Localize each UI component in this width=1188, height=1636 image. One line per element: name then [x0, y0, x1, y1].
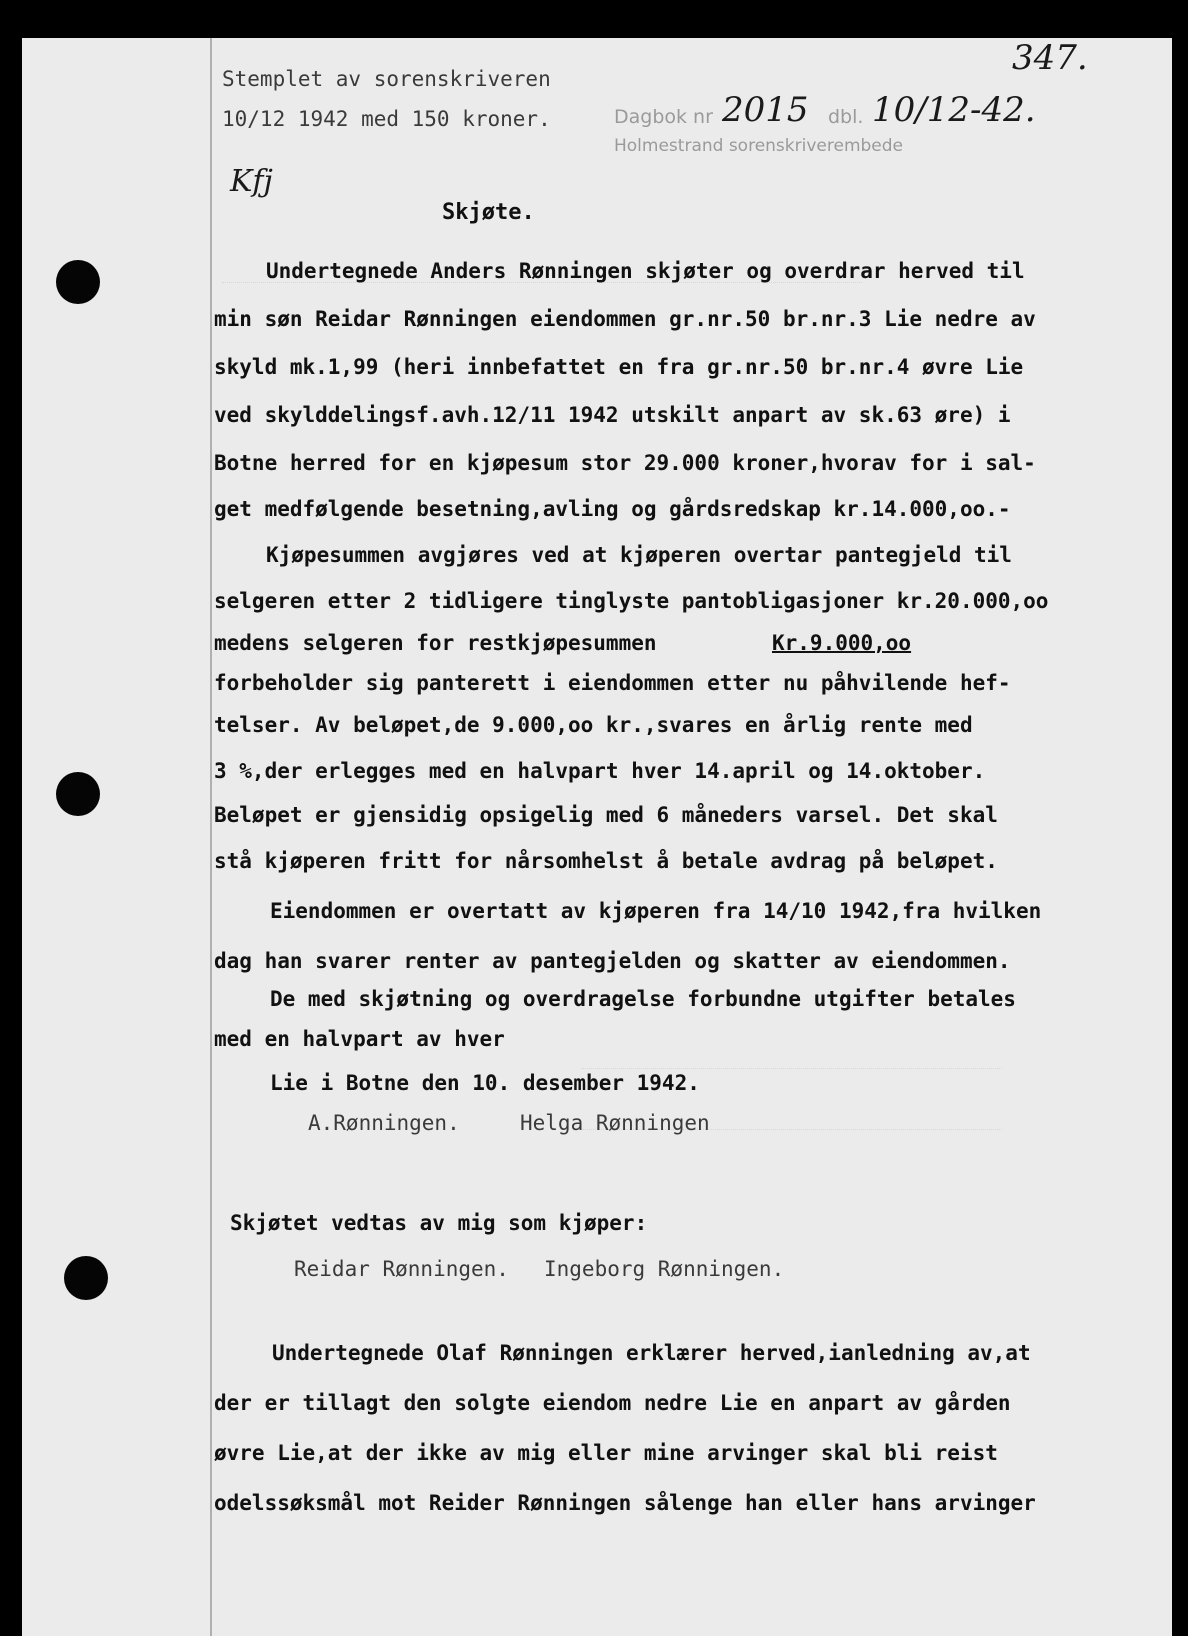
body-line: Botne herred for en kjøpesum stor 29.000 kroner,hvorav for i sal- — [214, 451, 1036, 475]
body-line: dag han svarer renter av pantegjelden og skatter av eiendommen. — [214, 949, 1011, 973]
declaration-line: der er tillagt den solgte eiendom nedre Lie en anpart av gården — [214, 1391, 1011, 1415]
body-line: 3 %,der erlegges med en halvpart hver 14.april og 14.oktober. — [214, 759, 986, 783]
page-number: 347. — [1012, 38, 1088, 78]
body-line: selgeren etter 2 tidligere tinglyste pantobligasjoner kr.20.000,oo — [214, 589, 1049, 613]
buyer-signature-1: Reidar Rønningen. — [294, 1257, 509, 1281]
rest-amount: Kr.9.000,oo — [772, 631, 912, 655]
body-line: forbeholder sig panterett i eiendommen etter nu påhvilende hef- — [214, 671, 1011, 695]
declaration-line: odelssøksmål mot Reider Rønningen sålenge han eller hans arvinger — [214, 1491, 1036, 1515]
dbl-date: 10/12-42. — [872, 90, 1036, 130]
initials-signature: Kfj — [230, 164, 273, 199]
document-title: Skjøte. — [442, 200, 535, 225]
body-line: Eiendommen er overtatt av kjøperen fra 14/10 1942,fra hvilken — [270, 899, 1042, 923]
body-line: med en halvpart av hver — [214, 1027, 505, 1051]
dagbok-number: 2015 — [722, 90, 809, 130]
place-date: Lie i Botne den 10. desember 1942. — [270, 1071, 700, 1095]
stamp-line-2: 10/12 1942 med 150 kroner. — [222, 107, 551, 131]
declaration-line: øvre Lie,at der ikke av mig eller mine arvinger skal bli reist — [214, 1441, 998, 1465]
body-line: De med skjøtning og overdragelse forbundne utgifter betales — [270, 987, 1016, 1011]
body-line: min søn Reidar Rønningen eiendommen gr.nr.50 br.nr.3 Lie nedre av — [214, 307, 1036, 331]
margin-line — [210, 38, 212, 1636]
declaration-line: Undertegnede Olaf Rønningen erklærer herved,ianledning av,at — [272, 1341, 1031, 1365]
buyer-signature-2: Ingeborg Rønningen. — [544, 1257, 785, 1281]
body-line: Undertegnede Anders Rønningen skjøter og overdrar herved til — [266, 259, 1025, 283]
acceptance-line: Skjøtet vedtas av mig som kjøper: — [230, 1211, 648, 1235]
seller-signature-1: A.Rønningen. — [308, 1111, 460, 1135]
body-line: Beløpet er gjensidig opsigelig med 6 måneders varsel. Det skal — [214, 803, 998, 827]
office-stamp: Holmestrand sorenskriverembede — [614, 136, 903, 156]
punch-hole — [56, 772, 100, 816]
body-line: get medfølgende besetning,avling og gårdsredskap kr.14.000,oo.- — [214, 497, 1011, 521]
bleed-through — [222, 282, 862, 301]
dagbok-label: Dagbok nr — [614, 106, 713, 128]
body-line: skyld mk.1,99 (heri innbefattet en fra gr.nr.50 br.nr.4 øvre Lie — [214, 355, 1024, 379]
punch-hole — [64, 1256, 108, 1300]
dbl-label: dbl. — [828, 106, 864, 128]
body-line: medens selgeren for restkjøpesummen — [214, 631, 657, 655]
seller-signature-2: Helga Rønningen — [520, 1111, 710, 1135]
body-line: Kjøpesummen avgjøres ved at kjøperen overtar pantegjeld til — [266, 543, 1012, 567]
document-page — [22, 38, 1172, 1636]
body-line: telser. Av beløpet,de 9.000,oo kr.,svares en årlig rente med — [214, 713, 973, 737]
body-line: stå kjøperen fritt for nårsomhelst å betale avdrag på beløpet. — [214, 849, 998, 873]
punch-hole — [56, 260, 100, 304]
body-line: ved skylddelingsf.avh.12/11 1942 utskilt anpart av sk.63 øre) i — [214, 403, 1011, 427]
stamp-line-1: Stemplet av sorenskriveren — [222, 67, 551, 91]
